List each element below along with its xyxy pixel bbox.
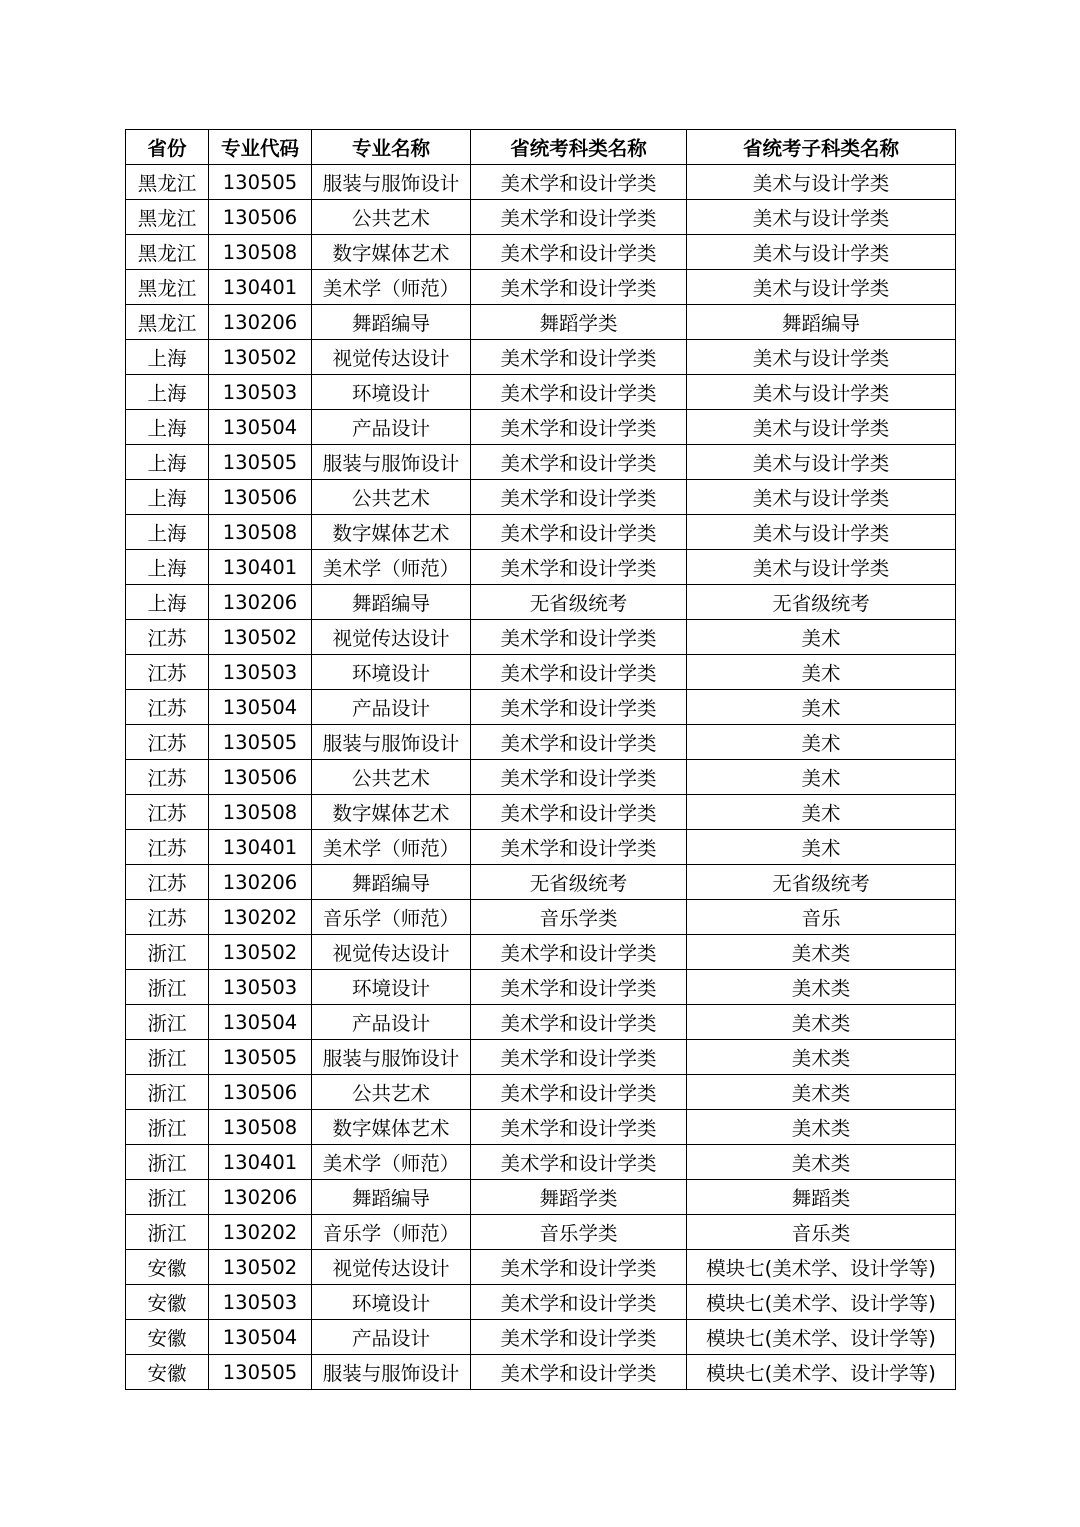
cell-exam-subcategory: 美术与设计学类 [687,445,956,480]
cell-major-name: 数字媒体艺术 [312,795,471,830]
table-header-row [126,130,956,165]
major-table [125,129,956,1390]
table-row [126,550,956,585]
table-row [126,1110,956,1145]
cell-province: 浙江 [126,1075,209,1110]
cell-exam-subcategory: 模块七(美术学、设计学等) [687,1285,956,1320]
table-row [126,725,956,760]
cell-exam-category: 美术学和设计学类 [471,515,687,550]
cell-province: 江苏 [126,795,209,830]
cell-exam-category: 美术学和设计学类 [471,235,687,270]
header-major-code: 专业代码 [209,130,312,165]
cell-major-code: 130503 [209,970,312,1005]
table-row [126,270,956,305]
cell-major-name: 服装与服饰设计 [312,445,471,480]
cell-major-code: 130505 [209,1040,312,1075]
cell-exam-category: 美术学和设计学类 [471,1075,687,1110]
table-row [126,1145,956,1180]
cell-major-name: 服装与服饰设计 [312,165,471,200]
table-row [126,900,956,935]
cell-province: 安徽 [126,1250,209,1285]
cell-exam-category: 美术学和设计学类 [471,1355,687,1390]
cell-exam-category: 美术学和设计学类 [471,410,687,445]
cell-major-code: 130504 [209,410,312,445]
cell-major-code: 130401 [209,1145,312,1180]
cell-major-name: 环境设计 [312,1285,471,1320]
header-exam-category: 省统考科类名称 [471,130,687,165]
cell-province: 上海 [126,340,209,375]
cell-major-name: 公共艺术 [312,200,471,235]
cell-exam-subcategory: 舞蹈类 [687,1180,956,1215]
cell-major-code: 130506 [209,1075,312,1110]
cell-major-code: 130505 [209,725,312,760]
cell-exam-category: 美术学和设计学类 [471,1250,687,1285]
cell-exam-subcategory: 美术与设计学类 [687,165,956,200]
cell-major-code: 130505 [209,165,312,200]
cell-major-code: 130505 [209,1355,312,1390]
cell-exam-category: 舞蹈学类 [471,1180,687,1215]
cell-province: 江苏 [126,725,209,760]
table-row [126,620,956,655]
cell-major-name: 服装与服饰设计 [312,725,471,760]
table-body [126,165,956,1390]
cell-major-name: 环境设计 [312,970,471,1005]
cell-major-code: 130506 [209,480,312,515]
cell-province: 江苏 [126,620,209,655]
cell-exam-subcategory: 舞蹈编导 [687,305,956,340]
table-row [126,795,956,830]
cell-province: 江苏 [126,690,209,725]
cell-exam-category: 美术学和设计学类 [471,1040,687,1075]
table-row [126,1040,956,1075]
cell-province: 黑龙江 [126,165,209,200]
cell-exam-category: 美术学和设计学类 [471,655,687,690]
cell-exam-category: 美术学和设计学类 [471,550,687,585]
cell-exam-category: 美术学和设计学类 [471,1285,687,1320]
cell-exam-subcategory: 美术与设计学类 [687,200,956,235]
cell-major-name: 视觉传达设计 [312,935,471,970]
cell-exam-subcategory: 美术与设计学类 [687,410,956,445]
cell-major-code: 130503 [209,375,312,410]
table-row [126,1285,956,1320]
cell-exam-subcategory: 美术与设计学类 [687,270,956,305]
cell-exam-category: 美术学和设计学类 [471,270,687,305]
cell-exam-subcategory: 模块七(美术学、设计学等) [687,1355,956,1390]
cell-province: 浙江 [126,1145,209,1180]
cell-exam-category: 美术学和设计学类 [471,830,687,865]
cell-exam-subcategory: 无省级统考 [687,585,956,620]
cell-exam-subcategory: 美术 [687,760,956,795]
table-row [126,655,956,690]
cell-major-code: 130502 [209,935,312,970]
cell-exam-subcategory: 美术 [687,725,956,760]
table-row [126,480,956,515]
cell-major-code: 130508 [209,515,312,550]
table-row [126,1075,956,1110]
cell-exam-category: 美术学和设计学类 [471,795,687,830]
cell-province: 安徽 [126,1320,209,1355]
cell-exam-subcategory: 美术与设计学类 [687,550,956,585]
cell-province: 浙江 [126,1110,209,1145]
cell-major-name: 视觉传达设计 [312,620,471,655]
cell-major-name: 舞蹈编导 [312,865,471,900]
cell-exam-category: 无省级统考 [471,585,687,620]
cell-exam-subcategory: 美术类 [687,1145,956,1180]
table-row [126,760,956,795]
table-row [126,200,956,235]
cell-major-code: 130505 [209,445,312,480]
cell-major-code: 130206 [209,1180,312,1215]
cell-exam-category: 音乐学类 [471,900,687,935]
cell-province: 安徽 [126,1285,209,1320]
cell-exam-category: 美术学和设计学类 [471,725,687,760]
cell-major-name: 数字媒体艺术 [312,1110,471,1145]
header-province: 省份 [126,130,209,165]
table-row [126,340,956,375]
cell-major-name: 舞蹈编导 [312,585,471,620]
cell-exam-subcategory: 美术 [687,655,956,690]
cell-province: 江苏 [126,830,209,865]
cell-major-code: 130202 [209,1215,312,1250]
cell-major-name: 环境设计 [312,375,471,410]
cell-exam-subcategory: 美术类 [687,1075,956,1110]
cell-province: 江苏 [126,760,209,795]
cell-major-code: 130502 [209,340,312,375]
cell-major-code: 130506 [209,200,312,235]
cell-major-name: 数字媒体艺术 [312,235,471,270]
cell-exam-category: 无省级统考 [471,865,687,900]
cell-exam-category: 美术学和设计学类 [471,620,687,655]
cell-exam-subcategory: 美术类 [687,1040,956,1075]
cell-province: 上海 [126,585,209,620]
cell-major-name: 美术学（师范） [312,1145,471,1180]
cell-major-name: 产品设计 [312,1320,471,1355]
cell-province: 上海 [126,550,209,585]
cell-major-name: 视觉传达设计 [312,1250,471,1285]
cell-major-code: 130401 [209,270,312,305]
cell-exam-subcategory: 模块七(美术学、设计学等) [687,1250,956,1285]
cell-province: 黑龙江 [126,305,209,340]
cell-exam-category: 美术学和设计学类 [471,375,687,410]
major-table-container [125,129,955,1390]
table-row [126,165,956,200]
cell-major-code: 130502 [209,1250,312,1285]
table-row [126,585,956,620]
cell-exam-subcategory: 美术类 [687,1005,956,1040]
cell-province: 江苏 [126,655,209,690]
cell-major-name: 音乐学（师范） [312,900,471,935]
cell-major-code: 130206 [209,865,312,900]
cell-province: 上海 [126,480,209,515]
cell-exam-subcategory: 美术 [687,620,956,655]
cell-province: 浙江 [126,935,209,970]
cell-province: 浙江 [126,1040,209,1075]
header-major-name: 专业名称 [312,130,471,165]
table-row [126,445,956,480]
cell-exam-subcategory: 音乐类 [687,1215,956,1250]
cell-major-name: 产品设计 [312,690,471,725]
cell-exam-category: 美术学和设计学类 [471,970,687,1005]
cell-exam-subcategory: 美术类 [687,935,956,970]
cell-province: 上海 [126,515,209,550]
cell-major-code: 130206 [209,305,312,340]
cell-major-code: 130504 [209,1320,312,1355]
table-row [126,515,956,550]
cell-exam-category: 美术学和设计学类 [471,340,687,375]
cell-exam-subcategory: 美术 [687,830,956,865]
cell-major-code: 130503 [209,1285,312,1320]
cell-major-code: 130508 [209,1110,312,1145]
header-exam-subcategory: 省统考子科类名称 [687,130,956,165]
cell-exam-category: 美术学和设计学类 [471,1320,687,1355]
cell-exam-subcategory: 美术 [687,795,956,830]
cell-major-name: 舞蹈编导 [312,305,471,340]
table-row [126,1215,956,1250]
cell-major-code: 130504 [209,690,312,725]
cell-province: 江苏 [126,865,209,900]
cell-major-name: 服装与服饰设计 [312,1040,471,1075]
table-row [126,865,956,900]
cell-major-code: 130401 [209,830,312,865]
table-row [126,970,956,1005]
cell-major-code: 130206 [209,585,312,620]
cell-exam-subcategory: 美术与设计学类 [687,375,956,410]
cell-province: 浙江 [126,1180,209,1215]
cell-major-code: 130202 [209,900,312,935]
table-row [126,690,956,725]
cell-province: 安徽 [126,1355,209,1390]
cell-exam-subcategory: 美术与设计学类 [687,340,956,375]
cell-province: 黑龙江 [126,270,209,305]
cell-province: 浙江 [126,1215,209,1250]
cell-major-name: 产品设计 [312,410,471,445]
table-row [126,305,956,340]
table-row [126,1250,956,1285]
cell-major-name: 环境设计 [312,655,471,690]
cell-exam-category: 舞蹈学类 [471,305,687,340]
cell-exam-category: 美术学和设计学类 [471,935,687,970]
cell-exam-subcategory: 美术类 [687,970,956,1005]
cell-major-name: 数字媒体艺术 [312,515,471,550]
table-row [126,1005,956,1040]
cell-exam-category: 美术学和设计学类 [471,1145,687,1180]
cell-province: 黑龙江 [126,235,209,270]
cell-exam-subcategory: 美术类 [687,1110,956,1145]
cell-exam-category: 音乐学类 [471,1215,687,1250]
cell-major-name: 公共艺术 [312,1075,471,1110]
cell-major-name: 音乐学（师范） [312,1215,471,1250]
cell-exam-category: 美术学和设计学类 [471,1110,687,1145]
cell-major-name: 美术学（师范） [312,830,471,865]
cell-major-name: 舞蹈编导 [312,1180,471,1215]
cell-exam-category: 美术学和设计学类 [471,200,687,235]
cell-major-code: 130503 [209,655,312,690]
table-row [126,375,956,410]
cell-major-code: 130504 [209,1005,312,1040]
cell-major-name: 公共艺术 [312,760,471,795]
table-row [126,1180,956,1215]
table-row [126,830,956,865]
cell-major-name: 产品设计 [312,1005,471,1040]
cell-exam-category: 美术学和设计学类 [471,1005,687,1040]
cell-exam-subcategory: 模块七(美术学、设计学等) [687,1320,956,1355]
cell-exam-category: 美术学和设计学类 [471,165,687,200]
cell-province: 黑龙江 [126,200,209,235]
cell-exam-category: 美术学和设计学类 [471,480,687,515]
cell-exam-subcategory: 美术 [687,690,956,725]
cell-major-name: 服装与服饰设计 [312,1355,471,1390]
cell-exam-subcategory: 音乐 [687,900,956,935]
cell-major-code: 130508 [209,235,312,270]
cell-major-code: 130401 [209,550,312,585]
cell-major-code: 130508 [209,795,312,830]
cell-major-code: 130502 [209,620,312,655]
cell-major-name: 美术学（师范） [312,550,471,585]
table-row [126,1355,956,1390]
cell-province: 江苏 [126,900,209,935]
cell-major-name: 美术学（师范） [312,270,471,305]
cell-province: 上海 [126,445,209,480]
cell-province: 上海 [126,375,209,410]
cell-province: 浙江 [126,1005,209,1040]
cell-province: 上海 [126,410,209,445]
table-row [126,935,956,970]
cell-exam-subcategory: 美术与设计学类 [687,480,956,515]
table-row [126,235,956,270]
cell-exam-subcategory: 美术与设计学类 [687,515,956,550]
cell-major-name: 视觉传达设计 [312,340,471,375]
table-row [126,410,956,445]
table-row [126,1320,956,1355]
cell-major-code: 130506 [209,760,312,795]
cell-exam-category: 美术学和设计学类 [471,445,687,480]
cell-exam-subcategory: 无省级统考 [687,865,956,900]
cell-province: 浙江 [126,970,209,1005]
cell-major-name: 公共艺术 [312,480,471,515]
cell-exam-category: 美术学和设计学类 [471,690,687,725]
cell-exam-subcategory: 美术与设计学类 [687,235,956,270]
cell-exam-category: 美术学和设计学类 [471,760,687,795]
